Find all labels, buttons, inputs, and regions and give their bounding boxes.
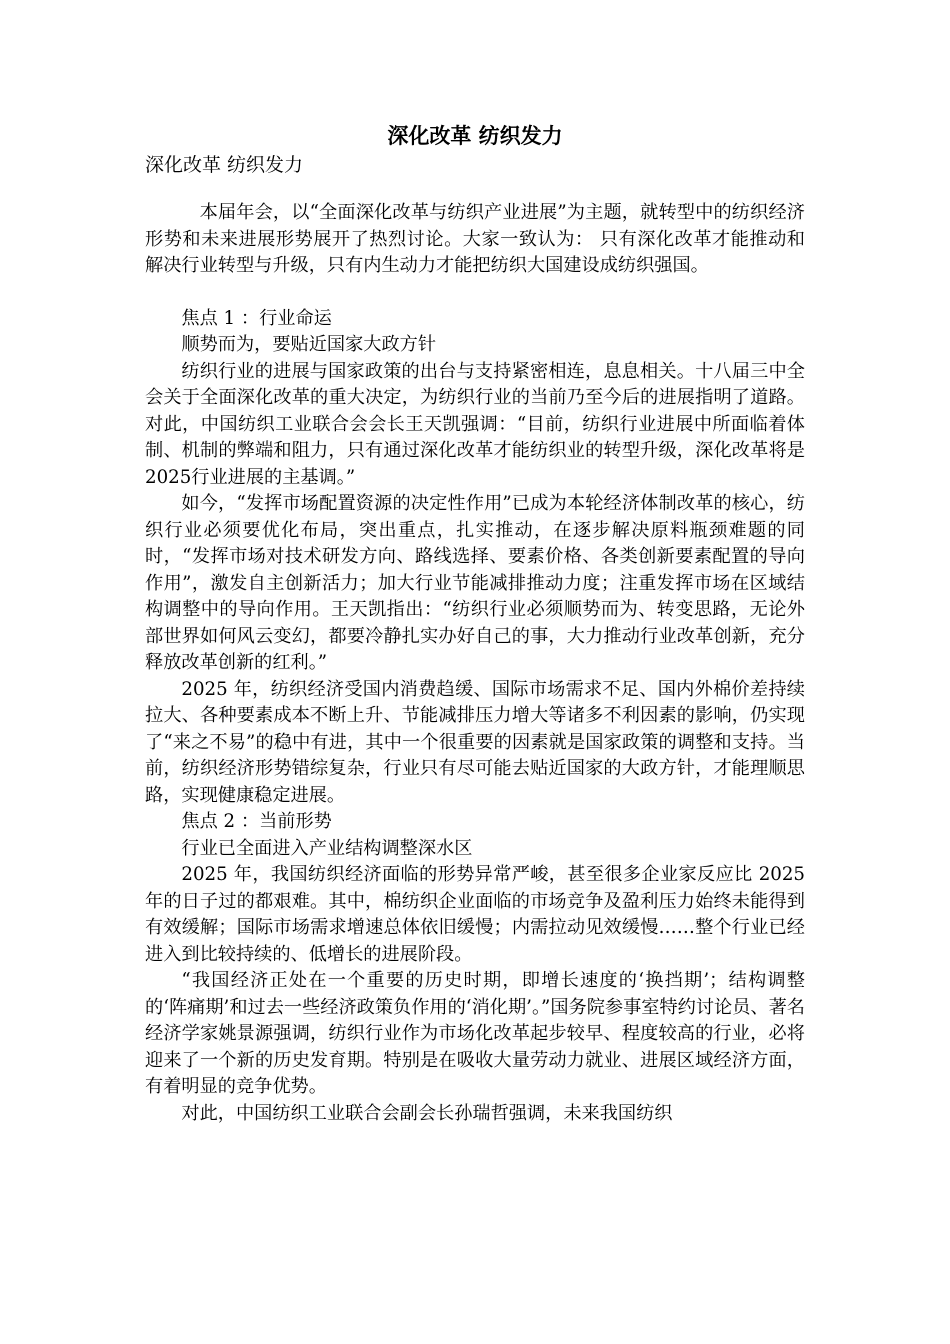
section-subheading-1: 顺势而为，要贴近国家大政方针: [181, 334, 437, 355]
document-title: 深化改革 纺织发力: [387, 124, 563, 148]
paragraph: 纺织行业的进展与国家政策的出台与支持紧密相连，息息相关。十八届三中全会关于全面深化改革的重大决定，为纺织行业的当前乃至今后的进展指明了道路。对此，中国纺织工业联合会会长王天凯强调：“目前，纺织行业进展中所面临着体制、机制的弊端和阻力，只有通过深化改革才能纺织业的转型升级，深化改革将是2025行业进展的主基调。”: [145, 360, 805, 488]
document-subtitle: 深化改革 纺织发力: [145, 154, 304, 176]
paragraph: “我国经济正处在一个重要的历史时期，即增长速度的‘换挡期’；结构调整的‘阵痛期’和过去一些经济政策负作用的‘消化期’。”国务院参事室特约讨论员、著名经济学家姚景源强调，纺织行业作为市场化改革起步较早、程度较高的行业，必将迎来了一个新的历史发育期。特别是在吸收大量劳动力就业、进展区域经济方面，有着明显的竞争优势。: [145, 970, 805, 1097]
focus-heading-2: 焦点 2 ：当前形势: [181, 811, 332, 832]
focus-heading-1: 焦点 1 ：行业命运: [181, 307, 332, 329]
paragraph: 对此，中国纺织工业联合会副会长孙瑞哲强调，未来我国纺织: [181, 1102, 673, 1124]
paragraph: 如今，“发挥市场配置资源的决定性作用”已成为本轮经济体制改革的核心，纺织行业必须要优化布局，突出重点，扎实推动，在逐步解决原料瓶颈难题的同时，“发挥市场对技术研发方向、路线选择、要素价格、各类创新要素配置的导向作用”，激发自主创新活力；加大行业节能减排推动力度；注重发挥市场在区域结构调整中的导向作用。王天凯指出：“纺织行业必须顺势而为、转变思路，无论外部世界如何风云变幻，都要冷静扎实办好自己的事，大力推动行业改革创新，充分释放改革创新的红利。”: [145, 493, 805, 673]
paragraph: 2025 年，我国纺织经济面临的形势异常严峻，甚至很多企业家反应比 2025 年的日子过的都艰难。其中，棉纺织企业面临的市场竞争及盈利压力始终未能得到有效缓解；国际市场需求增速总体依旧缓慢；内需拉动见效缓慢……整个行业已经进入到比较持续的、低增长的进展阶段。: [145, 864, 805, 965]
paragraph-intro: 本届年会，以“全面深化改革与纺织产业进展”为主题，就转型中的纺织经济形势和未来进展形势展开了热烈讨论。大家一致认为： 只有深化改革才能推动和解决行业转型与升级，只有内生动力才能把纺织大国建设成纺织强国。: [145, 202, 805, 276]
section-subheading-2: 行业已全面进入产业结构调整深水区: [181, 837, 473, 859]
document-body: [145, 200, 805, 1127]
paragraph: 2025 年，纺织经济受国内消费趋缓、国际市场需求不足、国内外棉价差持续拉大、各种要素成本不断上升、节能减排压力增大等诸多不利因素的影响，仍实现了“来之不易”的稳中有进，其中一个很重要的因素就是国家政策的调整和支持。当前，纺织经济形势错综复杂，行业只有尽可能去贴近国家的大政方针，才能理顺思路，实现健康稳定进展。: [145, 678, 805, 806]
